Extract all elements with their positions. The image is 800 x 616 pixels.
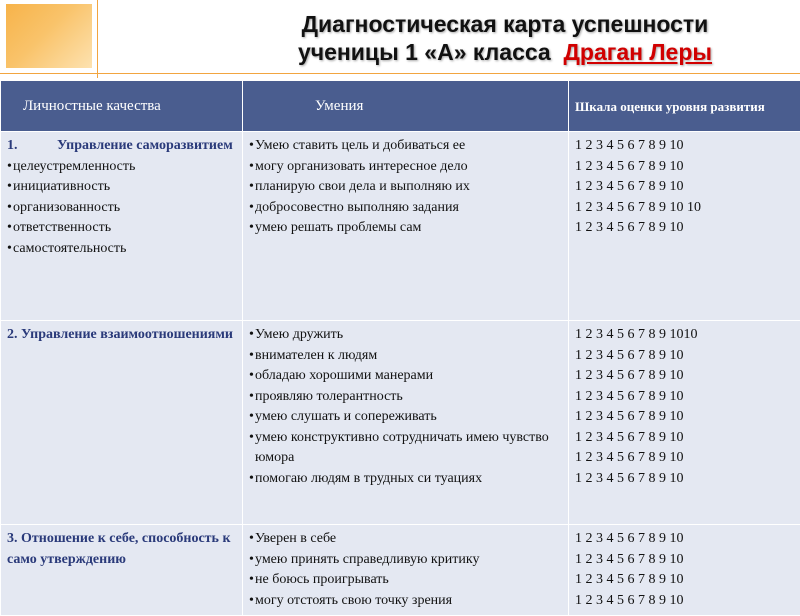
list-item: • организованность bbox=[7, 198, 236, 219]
table-row bbox=[1, 132, 800, 321]
scale-row: 1 2 3 4 5 6 7 8 9 10 bbox=[575, 407, 794, 428]
list-item: • добросовестно выполняю задания bbox=[249, 198, 562, 219]
section-1-skills-list bbox=[249, 136, 562, 239]
section-3-qualities-cell bbox=[1, 525, 243, 616]
section-2-skills-list bbox=[249, 325, 562, 489]
list-item: • инициативность bbox=[7, 177, 236, 198]
list-item: • Умею дружить bbox=[249, 325, 562, 346]
scale-row: 1 2 3 4 5 6 7 8 9 10 bbox=[575, 157, 794, 178]
list-item: • самостоятельность bbox=[7, 239, 236, 260]
scale-row: 1 2 3 4 5 6 7 8 9 10 bbox=[575, 346, 794, 367]
scale-row: 1 2 3 4 5 6 7 8 9 10 bbox=[575, 177, 794, 198]
list-item: • могу отстоять свою точку зрения bbox=[249, 591, 562, 612]
header-scale: Шкала оценки уровня развития bbox=[569, 81, 800, 132]
title-line-2 bbox=[210, 38, 800, 66]
scale-row: 1 2 3 4 5 6 7 8 9 1010 bbox=[575, 325, 794, 346]
scale-row: 1 2 3 4 5 6 7 8 9 10 bbox=[575, 218, 794, 239]
diagnostic-table bbox=[0, 80, 800, 616]
section-1-qualities-list bbox=[7, 157, 236, 260]
section-3-scales-cell bbox=[569, 525, 800, 616]
section-1-skills-cell bbox=[243, 132, 569, 321]
scale-row: 1 2 3 4 5 6 7 8 9 10 bbox=[575, 136, 794, 157]
decorative-horizontal-line bbox=[0, 73, 800, 74]
section-1-number: 1. bbox=[7, 136, 57, 157]
list-item: • планирую свои дела и выполняю их bbox=[249, 177, 562, 198]
list-item: • внимателен к людям bbox=[249, 346, 562, 367]
header-skills: Умения bbox=[243, 81, 569, 132]
section-2-qualities-cell bbox=[1, 321, 243, 525]
page-title bbox=[210, 10, 800, 66]
list-item: • не боюсь проигрывать bbox=[249, 570, 562, 591]
scale-row: 1 2 3 4 5 6 7 8 9 10 bbox=[575, 550, 794, 571]
section-3-title: 3. Отношение к себе, способность к само утверждению bbox=[7, 531, 231, 567]
section-2-scales-cell bbox=[569, 321, 800, 525]
list-item: • могу организовать интересное дело bbox=[249, 157, 562, 178]
list-item: • ответственность bbox=[7, 218, 236, 239]
section-3-scales-list bbox=[575, 529, 794, 611]
scale-row: 1 2 3 4 5 6 7 8 9 10 bbox=[575, 428, 794, 449]
header-qualities: Личностные качества bbox=[1, 81, 243, 132]
section-1-scales-cell bbox=[569, 132, 800, 321]
list-item: • умею принять справедливую критику bbox=[249, 550, 562, 571]
section-2-scales-list bbox=[575, 325, 794, 489]
list-item: • помогаю людям в трудных си туациях bbox=[249, 469, 562, 490]
table-row bbox=[1, 525, 800, 616]
list-item: • проявляю толерантность bbox=[249, 387, 562, 408]
list-item: • умею слушать и сопереживать bbox=[249, 407, 562, 428]
section-2-skills-cell bbox=[243, 321, 569, 525]
scale-row: 1 2 3 4 5 6 7 8 9 10 bbox=[575, 366, 794, 387]
title-prefix: ученицы 1 «А» класса bbox=[298, 39, 551, 65]
section-3-skills-cell bbox=[243, 525, 569, 616]
table-header-row bbox=[1, 81, 800, 132]
list-item: • умею решать проблемы сам bbox=[249, 218, 562, 239]
section-1-title-text: Управление саморазвитием bbox=[57, 138, 233, 153]
section-1-scales-list bbox=[575, 136, 794, 239]
scale-row: 1 2 3 4 5 6 7 8 9 10 bbox=[575, 529, 794, 550]
scale-row: 1 2 3 4 5 6 7 8 9 10 bbox=[575, 591, 794, 612]
list-item: • целеустремленность bbox=[7, 157, 236, 178]
list-item: • Уверен в себе bbox=[249, 529, 562, 550]
section-3-skills-list bbox=[249, 529, 562, 611]
scale-row: 1 2 3 4 5 6 7 8 9 10 10 bbox=[575, 198, 794, 219]
table-row bbox=[1, 321, 800, 525]
scale-row: 1 2 3 4 5 6 7 8 9 10 bbox=[575, 387, 794, 408]
decorative-vertical-line bbox=[97, 0, 98, 78]
decorative-orange-block bbox=[6, 4, 92, 68]
list-item: • умею конструктивно сотрудничать имею чувство юмора bbox=[249, 428, 562, 469]
section-1-qualities-cell bbox=[1, 132, 243, 321]
section-1-title bbox=[7, 136, 236, 157]
title-line-1: Диагностическая карта успешности bbox=[210, 10, 800, 38]
student-name: Драган Леры bbox=[564, 39, 713, 65]
section-2-title: 2. Управление взаимоотношениями bbox=[7, 327, 233, 342]
scale-row: 1 2 3 4 5 6 7 8 9 10 bbox=[575, 448, 794, 469]
scale-row: 1 2 3 4 5 6 7 8 9 10 bbox=[575, 570, 794, 591]
list-item: • Умею ставить цель и добиваться ее bbox=[249, 136, 562, 157]
list-item: • обладаю хорошими манерами bbox=[249, 366, 562, 387]
scale-row: 1 2 3 4 5 6 7 8 9 10 bbox=[575, 469, 794, 490]
